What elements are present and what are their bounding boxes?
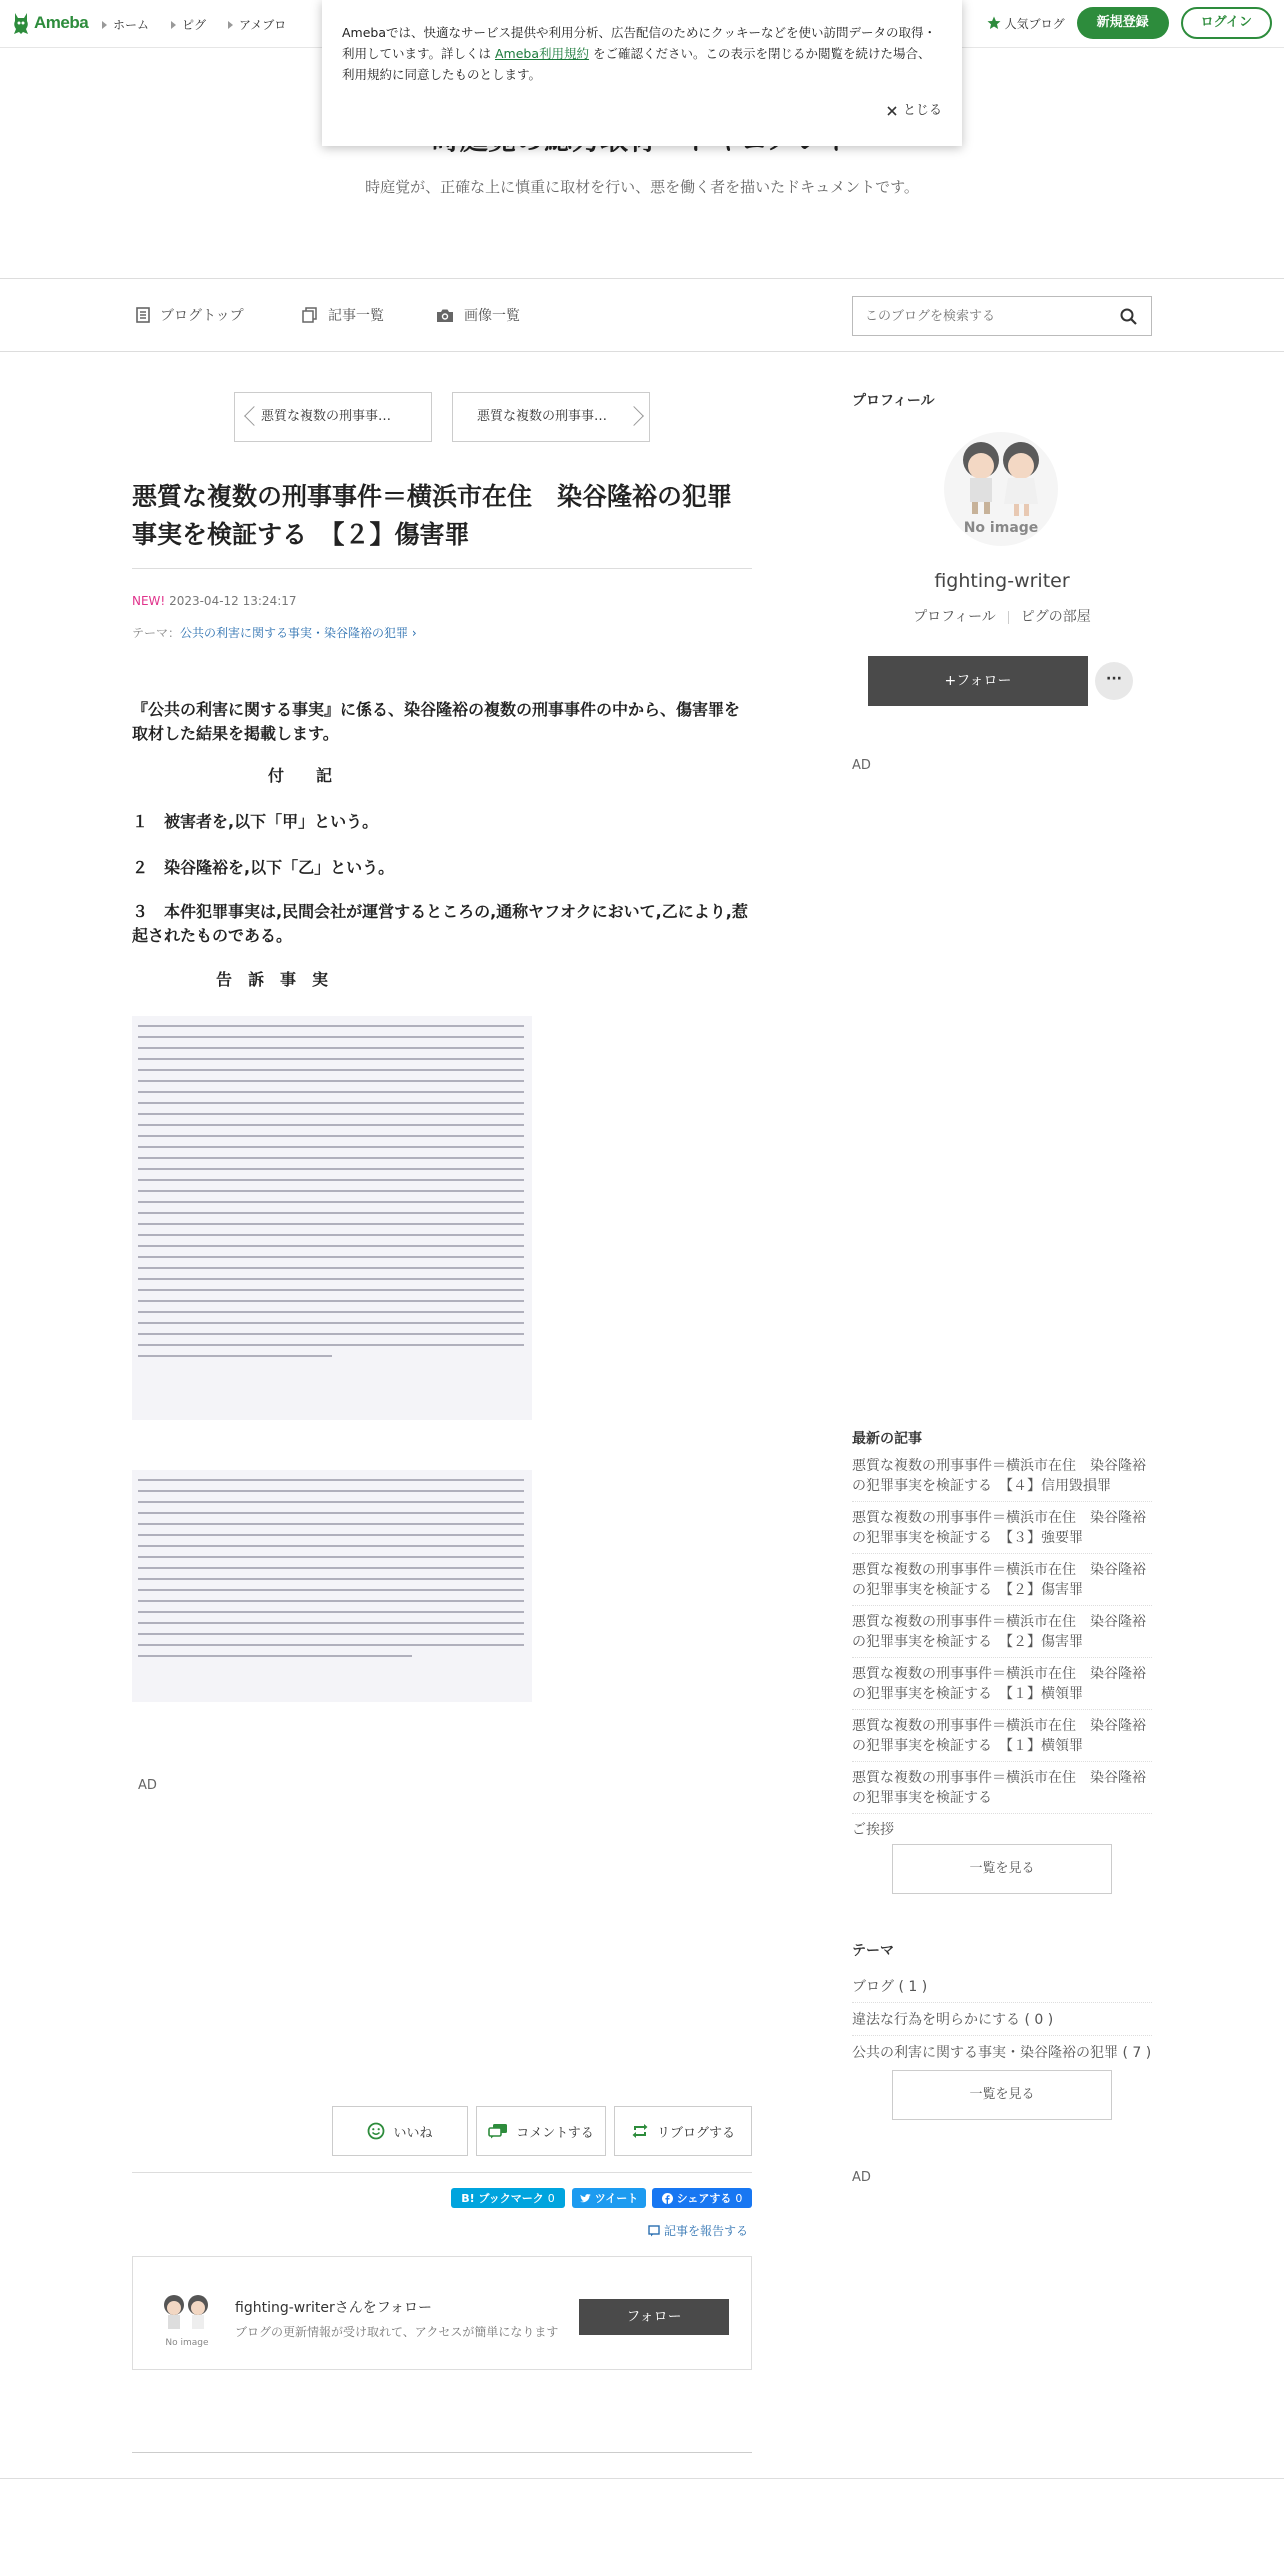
article-meta — [132, 594, 297, 608]
terms-link[interactable]: Ameba利用規約 — [494, 46, 589, 61]
article-theme — [132, 624, 417, 641]
divider — [132, 2172, 752, 2173]
smile-icon — [367, 2122, 385, 2140]
twitter-bird-icon — [580, 2194, 591, 2203]
nav-arrow-icon — [228, 21, 233, 29]
hatena-count: 0 — [547, 2191, 555, 2205]
global-nav — [102, 16, 286, 33]
blog-nav — [0, 278, 1284, 352]
next-article-button[interactable] — [452, 392, 650, 442]
theme-link[interactable]: 公共の利害に関する事実・染谷隆裕の犯罪 ( 7 ) — [852, 2045, 1152, 2061]
entries-link[interactable] — [302, 305, 384, 325]
camera-icon — [436, 308, 454, 323]
logo-text: Ameba — [34, 13, 89, 32]
nav-arrow-icon — [171, 21, 176, 29]
search-icon[interactable] — [1120, 308, 1137, 325]
follow-box-name: fighting-writerさんをフォロー — [235, 2300, 433, 2316]
article-date: 2023-04-12 13:24:17 — [169, 594, 297, 608]
nav-pig[interactable] — [171, 16, 206, 33]
ameba-logo[interactable] — [12, 11, 88, 35]
hatena-label: B! ブックマーク — [461, 2192, 544, 2205]
profile-links — [852, 606, 1152, 626]
cookie-text: Amebaでは、快適なサービス提供や利用分析、広告配信のためにクッキーなどを使い訪問データの取得・利用しています。詳しくは — [342, 25, 937, 61]
chevron-right-icon: › — [408, 626, 417, 640]
blog-description: 時庭覚が、正確な上に慎重に取材を行い、悪を働く者を描いたドキュメントです。 — [365, 178, 919, 196]
recent-article-link[interactable]: 悪質な複数の刑事事件＝横浜市在住 染谷隆裕の犯罪事実を検証する — [852, 1762, 1152, 1814]
nav-label: ピグ — [182, 18, 207, 32]
follow-box — [132, 2256, 752, 2370]
recent-article-link[interactable]: ご挨拶 — [852, 1822, 894, 1838]
tweet-button[interactable] — [572, 2188, 646, 2208]
divider — [132, 568, 752, 569]
next-article-label: 悪質な複数の刑事事… — [477, 409, 608, 424]
pig-room-link[interactable]: ピグの部屋 — [1020, 609, 1091, 625]
divider — [1008, 611, 1009, 624]
blog-top-link[interactable] — [136, 305, 244, 325]
prev-article-button[interactable] — [234, 392, 432, 442]
article-paragraph: ２ 染谷隆裕を,以下「乙」という。 — [132, 858, 395, 877]
nav-home[interactable] — [102, 16, 149, 33]
theme-link[interactable]: 公共の利害に関する事実・染谷隆裕の犯罪 — [180, 626, 409, 640]
nav-arrow-icon — [102, 21, 107, 29]
report-link[interactable] — [648, 2222, 748, 2239]
recent-article-link[interactable]: 悪質な複数の刑事事件＝横浜市在住 染谷隆裕の犯罪事実を検証する 【１】横領罪 — [852, 1658, 1152, 1710]
cookie-banner — [322, 0, 962, 146]
hatena-bookmark-button[interactable] — [451, 2188, 565, 2208]
popular-label: 人気ブログ — [1004, 16, 1065, 31]
close-label: とじる — [902, 103, 942, 118]
report-label: 記事を報告する — [664, 2224, 749, 2238]
complaint-heading: 告 訴 事 実 — [216, 970, 329, 989]
close-icon — [887, 106, 897, 116]
scanned-document-image-2[interactable] — [132, 1470, 532, 1702]
like-button[interactable] — [332, 2106, 468, 2156]
nav-label: ホーム — [113, 18, 150, 32]
entries-label: 記事一覧 — [328, 308, 384, 324]
cookie-close-button[interactable] — [887, 100, 942, 121]
facebook-share-button[interactable] — [652, 2188, 752, 2208]
theme-label: テーマ： — [132, 626, 181, 640]
footer-divider — [0, 2478, 1284, 2479]
see-all-articles-button[interactable]: 一覧を見る — [892, 1844, 1112, 1894]
cookie-text-2: をご確認ください。この表示を閉じるか閲覧を続けた場合、利用規約に同意したものとします。 — [342, 46, 931, 82]
no-image-label: No image — [165, 2338, 209, 2347]
like-label: いいね — [393, 2125, 433, 2141]
chevron-right-icon — [624, 406, 644, 426]
article-paragraph: １ 被害者を,以下「甲」という。 — [132, 812, 379, 831]
profile-link[interactable]: プロフィール — [913, 609, 996, 625]
reblog-button[interactable] — [614, 2106, 752, 2156]
theme-link[interactable]: 違法な行為を明らかにする ( 0 ) — [852, 2003, 1152, 2036]
ameba-mascot-icon — [12, 11, 30, 35]
theme-link[interactable]: ブログ ( 1 ) — [852, 1970, 1152, 2003]
star-icon — [987, 16, 1001, 30]
recent-article-link[interactable]: 悪質な複数の刑事事件＝横浜市在住 染谷隆裕の犯罪事実を検証する 【１】横領罪 — [852, 1710, 1152, 1762]
images-link[interactable] — [436, 305, 520, 325]
recent-article-link[interactable]: 悪質な複数の刑事事件＝横浜市在住 染谷隆裕の犯罪事実を検証する 【２】傷害罪 — [852, 1606, 1152, 1658]
ad-label: AD — [852, 758, 871, 773]
article-paragraph: ３ 本件犯罪事実は,民間会社が運営するところの,通称ヤフオクにおいて,乙により,惹起されたものである。 — [132, 902, 748, 945]
images-label: 画像一覧 — [464, 308, 520, 324]
follow-box-desc: ブログの更新情報が受け取れて、アクセスが簡単になります — [235, 2325, 559, 2339]
prev-article-label: 悪質な複数の刑事事… — [261, 409, 392, 424]
no-image-label: No image — [963, 520, 1039, 536]
themes-list — [852, 1970, 1152, 2068]
ad-label: AD — [138, 1778, 157, 1793]
recent-heading: 最新の記事 — [852, 1431, 922, 1447]
share-count: 0 — [735, 2191, 743, 2205]
pages-icon — [302, 307, 318, 323]
header-actions — [987, 7, 1272, 39]
reblog-icon — [631, 2123, 649, 2139]
recent-article-link[interactable]: 悪質な複数の刑事事件＝横浜市在住 染谷隆裕の犯罪事実を検証する 【４】信用毀損罪 — [852, 1450, 1152, 1502]
scanned-document-image-1[interactable] — [132, 1016, 532, 1420]
search-input[interactable] — [853, 297, 1093, 335]
recent-article-link[interactable]: 悪質な複数の刑事事件＝横浜市在住 染谷隆裕の犯罪事実を検証する 【２】傷害罪 — [852, 1554, 1152, 1606]
no-image-avatar-icon — [157, 2291, 217, 2347]
new-badge: NEW! — [132, 594, 166, 608]
register-button[interactable]: 新規登録 — [1077, 7, 1169, 39]
nav-ameblo[interactable] — [228, 16, 286, 33]
nav-label: アメブロ — [239, 18, 287, 32]
popular-blogs-link[interactable] — [987, 15, 1065, 32]
article-intro: 『公共の利害に関する事実』に係る、染谷隆裕の複数の刑事事件の中から、傷害罪を取材した結果を掲載します。 — [132, 700, 741, 743]
share-label: シェアする — [676, 2192, 732, 2205]
comment-label: コメントする — [516, 2125, 594, 2141]
no-image-avatar-icon — [944, 432, 1058, 546]
profile-heading: プロフィール — [852, 393, 935, 409]
recent-article-link[interactable]: 悪質な複数の刑事事件＝横浜市在住 染谷隆裕の犯罪事実を検証する 【３】強要罪 — [852, 1502, 1152, 1554]
facebook-icon — [662, 2193, 673, 2204]
article-title: 悪質な複数の刑事事件＝横浜市在住 染谷隆裕の犯罪事実を検証する 【２】傷害罪 — [132, 482, 733, 549]
avatar[interactable] — [944, 432, 1058, 546]
tweet-label: ツイート — [594, 2192, 639, 2205]
recent-articles-list — [852, 1450, 1152, 1845]
article-appendix-heading: 付 記 — [268, 766, 333, 785]
comment-icon — [488, 2123, 508, 2139]
sidebar-follow-button[interactable]: +フォロー — [868, 656, 1088, 706]
report-icon — [648, 2225, 660, 2237]
follow-button[interactable]: フォロー — [579, 2299, 729, 2335]
profile-name[interactable]: fighting-writer — [934, 570, 1070, 592]
reblog-label: リブログする — [656, 2125, 735, 2141]
document-icon — [136, 307, 150, 323]
more-button[interactable]: ··· — [1095, 662, 1133, 700]
ad-label: AD — [852, 2170, 871, 2185]
comment-button[interactable] — [476, 2106, 606, 2156]
see-all-themes-button[interactable]: 一覧を見る — [892, 2070, 1112, 2120]
divider — [132, 2452, 752, 2453]
login-button[interactable]: ログイン — [1181, 7, 1272, 39]
blog-search — [852, 296, 1152, 336]
theme-heading: テーマ — [852, 1943, 894, 1959]
blog-top-label: ブログトップ — [160, 308, 244, 324]
